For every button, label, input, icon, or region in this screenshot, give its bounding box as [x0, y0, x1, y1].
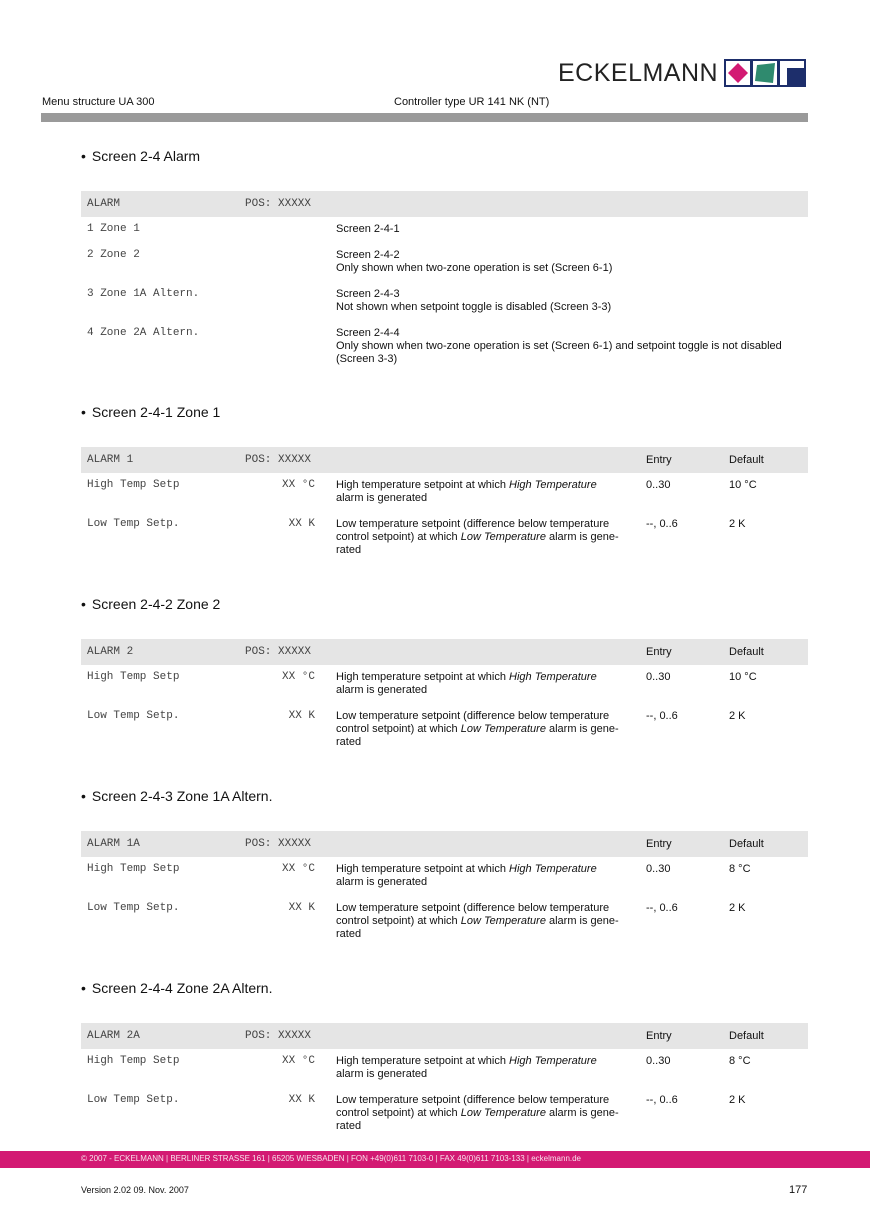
section-screen-2-4-4: [81, 978, 808, 1140]
table-row: [81, 1088, 808, 1140]
default-value: 8 °C: [729, 1055, 751, 1067]
table-row: [81, 1049, 808, 1088]
table-row: [81, 282, 808, 321]
position-field: POS: XXXXX: [245, 646, 312, 658]
row-description: Low temperature setpoint (difference below temperature control setpoint) at which Low Temperature alarm is gene- rated: [336, 710, 619, 748]
parameter-name: Low Temp Setp.: [87, 518, 180, 530]
section-heading: • Screen 2-4-1 Zone 1: [81, 404, 221, 420]
parameter-name: High Temp Setp: [87, 863, 180, 875]
row-description: Screen 2-4-3 Not shown when setpoint toggle is disabled (Screen 3-3): [336, 288, 612, 313]
table-header: [81, 191, 808, 217]
bullet-icon: •: [81, 788, 86, 804]
section-heading: • Screen 2-4-3 Zone 1A Altern.: [81, 788, 273, 804]
default-value: 2 K: [729, 902, 746, 914]
parameter-value: XX K: [288, 710, 315, 722]
entry-range: --, 0..6: [646, 710, 678, 722]
table-header: [81, 447, 808, 473]
bullet-icon: •: [81, 148, 86, 164]
parameter-name: High Temp Setp: [87, 1055, 180, 1067]
parameter-value: XX K: [288, 1094, 315, 1106]
version-info: Version 2.02 09. Nov. 2007: [81, 1185, 189, 1195]
parameter-name: High Temp Setp: [87, 671, 180, 683]
brand-name: ECKELMANN: [558, 58, 719, 87]
section-heading: • Screen 2-4-2 Zone 2: [81, 596, 221, 612]
screen-name: ALARM 2A: [87, 1030, 140, 1042]
screen-name: ALARM: [87, 198, 121, 210]
entry-range: 0..30: [646, 671, 671, 683]
row-description: High temperature setpoint at which High Temperature alarm is generated: [336, 479, 597, 504]
section-screen-2-4-2: [81, 594, 808, 756]
section-heading: • Screen 2-4 Alarm: [81, 148, 201, 164]
table-row: [81, 243, 808, 282]
default-column-header: Default: [729, 838, 764, 850]
controller-type: Controller type UR 141 NK (NT): [394, 96, 550, 108]
table-row: [81, 473, 808, 512]
parameter-name: High Temp Setp: [87, 479, 180, 491]
document-title: Menu structure UA 300: [42, 96, 155, 108]
row-description: Low temperature setpoint (difference below temperature control setpoint) at which Low Temperature alarm is gene- rated: [336, 1094, 619, 1132]
menu-item: 2 Zone 2: [87, 249, 140, 261]
menu-item: 3 Zone 1A Altern.: [87, 288, 200, 300]
position-field: POS: XXXXX: [245, 198, 312, 210]
table-row: [81, 217, 808, 243]
parameter-value: XX °C: [281, 671, 315, 683]
page-number: 177: [789, 1184, 808, 1196]
row-description: Screen 2-4-4 Only shown when two-zone operation is set (Screen 6-1) and setpoint toggle is not disabled (Screen 3-3): [336, 327, 782, 365]
parameter-name: Low Temp Setp.: [87, 710, 180, 722]
parameter-name: Low Temp Setp.: [87, 1094, 180, 1106]
table-header: [81, 831, 808, 857]
table-row: [81, 512, 808, 564]
entry-range: 0..30: [646, 479, 671, 491]
section-screen-2-4-1: [81, 402, 808, 564]
row-description: Low temperature setpoint (difference below temperature control setpoint) at which Low Temperature alarm is gene- rated: [336, 902, 619, 940]
default-value: 2 K: [729, 518, 746, 530]
screen-name: ALARM 1A: [87, 838, 140, 850]
row-description: Screen 2-4-2 Only shown when two-zone operation is set (Screen 6-1): [336, 249, 613, 274]
screen-name: ALARM 1: [87, 454, 134, 466]
parameter-value: XX °C: [281, 1055, 315, 1067]
entry-range: 0..30: [646, 1055, 671, 1067]
row-description: High temperature setpoint at which High Temperature alarm is generated: [336, 863, 597, 888]
entry-range: --, 0..6: [646, 902, 678, 914]
brand-mark-icon: [724, 59, 806, 87]
brand-logo: [558, 58, 806, 88]
bullet-icon: •: [81, 596, 86, 612]
section-screen-2-4-3: [81, 786, 808, 948]
table-row: [81, 896, 808, 948]
row-description: High temperature setpoint at which High Temperature alarm is generated: [336, 1055, 597, 1080]
footer-contact: © 2007 - ECKELMANN | BERLINER STRASSE 161 | 65205 WIESBADEN | FON +49(0)611 7103-0 | FAX 49(0)611 7103-133 | eckelmann.de: [81, 1154, 582, 1163]
row-description: Screen 2-4-1: [336, 223, 400, 235]
menu-item: 4 Zone 2A Altern.: [87, 327, 200, 339]
parameter-value: XX K: [288, 902, 315, 914]
entry-range: 0..30: [646, 863, 671, 875]
parameter-name: Low Temp Setp.: [87, 902, 180, 914]
section-heading: • Screen 2-4-4 Zone 2A Altern.: [81, 980, 273, 996]
screen-name: ALARM 2: [87, 646, 134, 658]
default-value: 2 K: [729, 710, 746, 722]
brand-mark-squares-icon: [724, 59, 806, 87]
default-value: 2 K: [729, 1094, 746, 1106]
default-column-header: Default: [729, 1030, 764, 1042]
position-field: POS: XXXXX: [245, 1030, 312, 1042]
default-column-header: Default: [729, 454, 764, 466]
default-value: 10 °C: [729, 671, 757, 683]
section-screen-2-4: [81, 146, 808, 373]
default-column-header: Default: [729, 646, 764, 658]
parameter-value: XX °C: [281, 479, 315, 491]
parameter-value: XX K: [288, 518, 315, 530]
entry-range: --, 0..6: [646, 1094, 678, 1106]
table-header: [81, 1023, 808, 1049]
parameter-value: XX °C: [281, 863, 315, 875]
entry-column-header: Entry: [646, 454, 672, 466]
entry-column-header: Entry: [646, 838, 672, 850]
header-divider: [41, 113, 808, 122]
bullet-icon: •: [81, 404, 86, 420]
table-row: [81, 857, 808, 896]
entry-range: --, 0..6: [646, 518, 678, 530]
position-field: POS: XXXXX: [245, 454, 312, 466]
position-field: POS: XXXXX: [245, 838, 312, 850]
entry-column-header: Entry: [646, 1030, 672, 1042]
menu-item: 1 Zone 1: [87, 223, 140, 235]
table-header: [81, 639, 808, 665]
bullet-icon: •: [81, 980, 86, 996]
table-row: [81, 704, 808, 756]
table-row: [81, 321, 808, 373]
default-value: 8 °C: [729, 863, 751, 875]
row-description: Low temperature setpoint (difference below temperature control setpoint) at which Low Temperature alarm is gene- rated: [336, 518, 619, 556]
default-value: 10 °C: [729, 479, 757, 491]
entry-column-header: Entry: [646, 646, 672, 658]
row-description: High temperature setpoint at which High Temperature alarm is generated: [336, 671, 597, 696]
table-row: [81, 665, 808, 704]
